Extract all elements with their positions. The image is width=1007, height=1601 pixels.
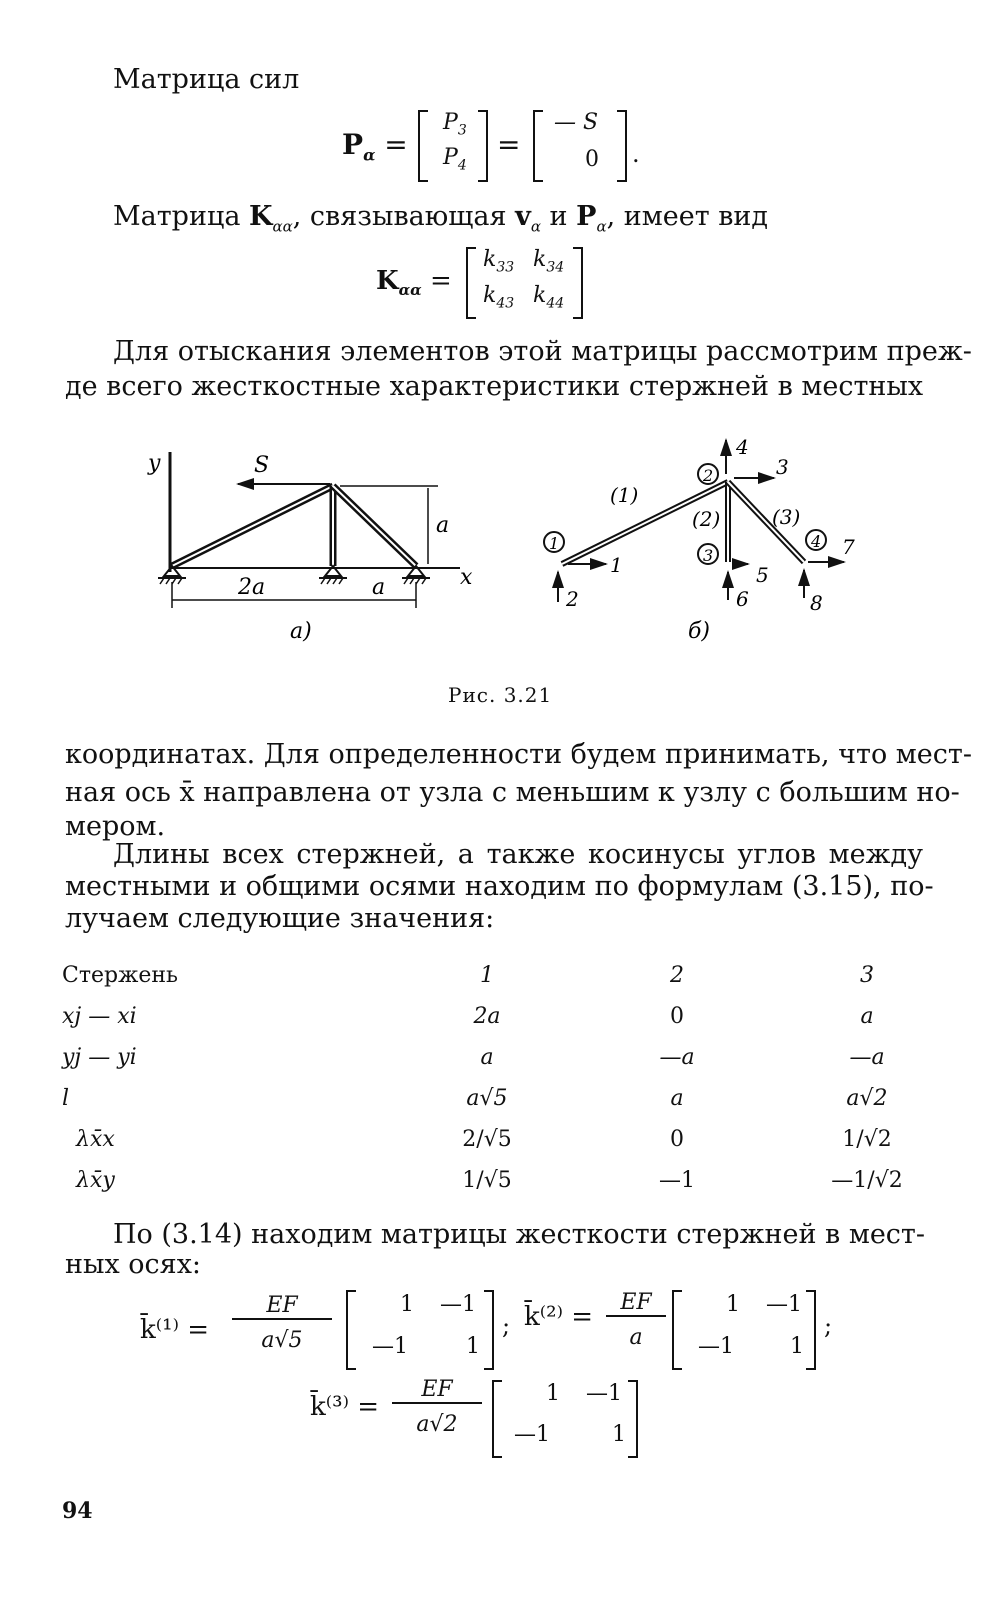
bracket-right <box>806 1290 816 1370</box>
para1-line2: де всего жесткостные характеристики стержней в местных <box>65 371 924 402</box>
zero-entry: 0 <box>585 147 599 172</box>
svg-text:4: 4 <box>736 435 749 459</box>
table-header-cell: Стержень <box>62 963 179 988</box>
force-s-label: S <box>254 453 270 478</box>
para2-line3: мером. <box>65 811 166 842</box>
svg-text:4: 4 <box>811 532 822 551</box>
svg-text:3: 3 <box>776 455 789 479</box>
bracket-left <box>418 110 428 182</box>
fraction-numerator: EF <box>232 1293 332 1320</box>
minus-s-entry: — S <box>554 110 599 135</box>
member-label-1: (1) <box>610 483 639 507</box>
svg-text:8: 8 <box>810 591 823 615</box>
p4-entry: $P_4$ <box>443 145 467 174</box>
para4-line2: ных осях: <box>65 1249 202 1280</box>
para3-line2: местными и общими осями находим по формулам (3.15), по- <box>65 871 934 902</box>
para4-line1: По (3.14) находим матрицы жесткости стержней в мест- <box>113 1219 925 1250</box>
table-row: xj — xi 2a 0 a <box>62 1004 874 1029</box>
p3-entry: $P_3$ <box>443 110 467 139</box>
figure-caption: Рис. 3.21 <box>448 683 553 707</box>
svg-text:6: 6 <box>736 587 749 611</box>
fraction-numerator: EF <box>392 1377 482 1404</box>
table-header-cell: 1 <box>480 963 494 988</box>
svg-text:5: 5 <box>756 563 769 587</box>
svg-text:1: 1 <box>549 534 560 553</box>
dim-a-label: a <box>372 575 386 600</box>
svg-text:3: 3 <box>703 546 714 565</box>
svg-text:2: 2 <box>703 466 714 485</box>
k34: $k_{34}$ <box>533 247 565 276</box>
table-header-cell: 2 <box>670 963 684 988</box>
bracket-right <box>484 1290 494 1370</box>
bracket-right <box>573 247 583 319</box>
page-number: 94 <box>62 1498 93 1524</box>
para2-line1: координатах. Для определенности будем принимать, что мест- <box>65 739 972 770</box>
dim-2a-label: 2a <box>238 575 266 600</box>
bracket-left <box>466 247 476 319</box>
sub-caption-b: б) <box>688 619 711 644</box>
table-row: λx̄y 1/√5 —1 —1/√2 <box>76 1168 903 1193</box>
para3-line1: Длины всех стержней, а также косинусы углов между <box>113 839 923 870</box>
k43: $k_{43}$ <box>483 283 515 312</box>
member-properties-table <box>62 955 962 1201</box>
bracket-right <box>478 110 488 182</box>
member-label-3: (3) <box>772 505 801 529</box>
y-axis-label: y <box>148 451 161 476</box>
para3-line3: лучаем следующие значения: <box>65 903 495 934</box>
bracket-left <box>346 1290 356 1370</box>
fraction-denominator: a <box>629 1325 643 1350</box>
bracket-left <box>492 1380 502 1458</box>
equals-sign: = <box>497 128 521 161</box>
truss-diagram-b <box>544 435 855 644</box>
para1-line1: Для отыскания элементов этой матрицы рассмотрим преж- <box>113 336 972 367</box>
svg-text:1: 1 <box>610 553 623 577</box>
bracket-left <box>672 1290 682 1370</box>
truss-diagram-a <box>147 451 473 644</box>
x-axis-label: x <box>460 565 473 590</box>
svg-text:7: 7 <box>842 535 855 559</box>
bracket-left <box>533 110 543 182</box>
p-alpha-lhs: $P_\alpha$ = <box>342 128 408 165</box>
table-header-row <box>62 955 962 996</box>
kaa-lhs: $K_{\alpha\alpha}$ = <box>376 266 452 300</box>
k33: $k_{33}$ <box>483 247 515 276</box>
bracket-right <box>628 1380 638 1458</box>
para2-line2: ная ось x̄ направлена от узла с меньшим к узлу с большим но- <box>65 777 960 808</box>
table-row: l a√5 a a√2 <box>62 1086 888 1111</box>
fraction-numerator: EF <box>606 1290 666 1317</box>
kaa-sentence: Матрица $K_{\alpha\alpha}$, связывающая $v_\alpha$ и $P_\alpha$, имеет вид <box>113 201 769 236</box>
fraction-denominator: a√2 <box>416 1412 458 1437</box>
header-line: Матрица сил <box>113 64 300 95</box>
member-label-2: (2) <box>692 507 721 531</box>
bracket-right <box>617 110 627 182</box>
table-row: yj — yi a —a —a <box>62 1045 885 1070</box>
table-row: λx̄x 2/√5 0 1/√2 <box>76 1127 892 1152</box>
svg-text:2: 2 <box>566 587 579 611</box>
height-label: a <box>436 513 450 538</box>
table-header-cell: 3 <box>860 963 874 988</box>
book-page: Матрица сил $P_\alpha$ = $P_3$ $P_4$ = — S 0 . Матрица $K_{\alpha\alpha}$, связывающая $v_\alpha$ и $P_\alpha$, имеет вид $K_{\alpha\alpha}$ = $k_{33}$ $k_{34}$ $k_{43}$ $k_{44}$ Для отыскания элементов этой матрицы рассмотрим преж- де всего жесткостные характеристики стержней в местных y x S a 2a a а) 1 2 3 4 (1) (2) (3) 1 2 3 4 5 6 7 8 б) Рис. 3.21 координатах. Для определенности будем принимать, что мест- ная ось x̄ направлена от узла с меньшим к узлу с большим но- мером. Длины всех стержней, а также косинусы углов между местными и общими осями находим по формулам (3.15), по- лучаем следующие значения: Стержень 1 2 3 xj — xi 2a 0 a yj — yi a —a —a l a√5 a a√2 λx̄x 2/√5 0 1/√2 λx̄y 1/√5 —1 —1/√2 По (3.14) находим матрицы жесткости стержней в мест- ных осях: k̄⁽¹⁾ = $\frac{EF}{a√5}$ 1 —1 —1 1 ; k̄⁽²⁾ = $\frac{EF}{a}$ 1 —1 —1 1 ; k̄⁽³⁾ = $\frac{EF}{a√2}$ 1 —1 —1 1 94 <box>62 64 972 1524</box>
figure-3-21 <box>140 432 880 652</box>
k44: $k_{44}$ <box>533 283 565 312</box>
sub-caption-a: а) <box>290 619 312 644</box>
fraction-denominator: a√5 <box>261 1328 303 1353</box>
